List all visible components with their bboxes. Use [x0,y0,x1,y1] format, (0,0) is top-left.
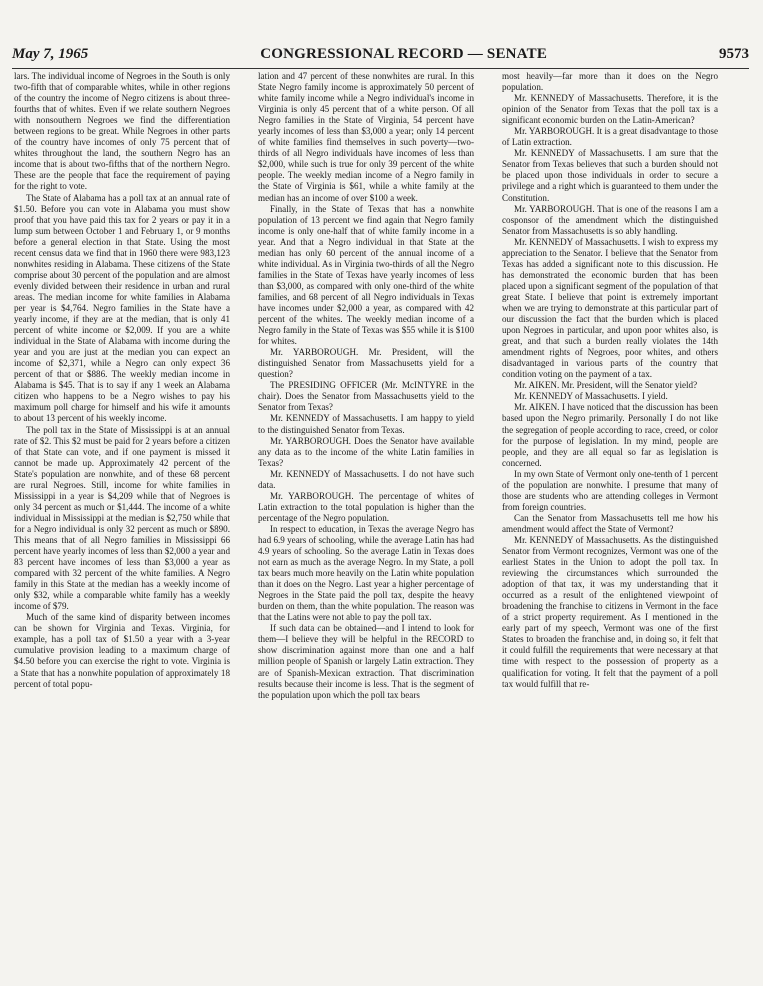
paragraph: Can the Senator from Massachusetts tell me how his amendment would affect the State of Vermont? [502,512,718,534]
text-column-1 [14,71,230,976]
header-date: May 7, 1965 [12,46,89,62]
page-header [12,46,749,68]
paragraph: Mr. KENNEDY of Massachusetts. I wish to express my appreciation to the Senator. I believe that the Senator from Texas has added a significant note to this discussion. He has demonstrated the economic burden that has been placed upon a significant segment of the population of that great State. I believe that point is extremely important when we are trying to demonstrate at this particular part of our discussion the fact that the burden which is placed upon Negroes in particular, and upon poor whites also, is great, and that such a burden really violates the 14th amendment rights of Negroes, poor whites, and others disadvantaged in various parts of the country that condition voting on the payment of a tax. [502,236,718,380]
paragraph: If such data can be obtained—and I intend to look for them—I believe they will be helpful in the RECORD to show discrimination against more than one and a half million people of Spanish or largely Latin extraction. They are of Spanish-Mexican extraction. That discrimination results because their income is less. That is the segment of the population upon which the poll tax bears [258,623,474,700]
paragraph: The State of Alabama has a poll tax at an annual rate of $1.50. Before you can vote in Alabama you must show proof that you have paid this tax for 2 years or pay it in a lump sum between October 1 and February 1, or 9 months before a general election in that State. Using the most recent census data we find that in 1960 there were 983,123 nonwhites residing in Alabama. These citizens of the State comprise about 30 percent of the population and are almost evenly divided between their residence in urban and rural areas. The median income for white families in Alabama per year is $4,764. Negro families in the State have a yearly income, if they are at the median, that is only 41 percent of white income or $2,009. If you are a white individual in the State of Alabama with income during the year and you are just at the median you can expect an income of $2,371, while a Negro can only expect 36 percent of that or $886. The weekly median income in Alabama is $45. That is to say if any 1 week an Alabama citizen who happens to be a Negro wishes to pay his maximum poll charge for himself and his wife it amounts to about 13 percent of his weekly income. [14,192,230,424]
paragraph: In respect to education, in Texas the average Negro has had 6.9 years of schooling, while the average Latin has had 4.9 years of schooling. So the average Latin in Texas does not earn as much as the average Negro. In my State, a poll tax bears much more heavily on the Latin white population than it does on the Negro. Last year a higher percentage of Negroes in the State paid the poll tax, despite the heavy burden on them, than the white population. The reason was that the Latins were not able to pay the poll tax. [258,523,474,623]
paragraph: lation and 47 percent of these nonwhites are rural. In this State Negro family income is approximately 50 percent of white family income while a Negro individual's income in Virginia is only 45 percent that of a white person. Of all Negro families in the State of Virginia, 54 percent have yearly incomes of less than $3,000 a year; only 14 percent of white families find themselves in such poverty—two-thirds of all Negro individuals have incomes of less than $2,000, while such is true for only 39 percent of the white people. The weekly median income of a Negro family in the State of Virginia is $61, while a white family at the median has an income of over $100 a week. [258,71,474,203]
paragraph: Mr. YARBOROUGH. Does the Senator have available any data as to the income of the white Latin families in Texas? [258,435,474,468]
text-column-2 [258,71,474,976]
header-title: CONGRESSIONAL RECORD — SENATE [260,46,548,62]
paragraph: Mr. KENNEDY of Massachusetts. As the distinguished Senator from Vermont recognizes, Vermont was one of the earliest States in the Union to adopt the poll tax. In reviewing the circumstances which surrounded the adoption of that tax, it was my understanding that it occurred as a result of the enlightened viewpoint of broadening the franchise to citizens in Vermont in the face of a strict property requirement. As I mentioned in the early part of my speech, Vermont was one of the first States to broaden the franchise and, in doing so, it felt that it could fulfill the requirements that were necessary at that time with respect to the possession of property as a qualification for voting. It felt that the payment of a poll tax would fulfill that re- [502,534,718,689]
paragraph: Mr. KENNEDY of Massachusetts. I am sure that the Senator from Texas believes that such a burden should not be placed upon those individuals in order to secure a privilege and a right which is guaranteed to them under the Constitution. [502,148,718,203]
paragraph: Mr. YARBOROUGH. That is one of the reasons I am a cosponsor of the amendment which the distinguished Senator from Massachusetts is so ably handling. [502,203,718,236]
paragraph: Mr. KENNEDY of Massachusetts. I yield. [514,391,668,402]
paragraph: Mr. KENNEDY of Massachusetts. I am happy to yield to the distinguished Senator from Texas. [258,413,474,435]
paragraph: The poll tax in the State of Mississippi is at an annual rate of $2. This $2 must be paid for 2 years before a citizen of that State can vote, and if one payment is missed it cannot be made up. Approximately 42 percent of the State's population are nonwhite, and of these 68 percent are rural Negroes. Still, income for white families in Mississippi in a year is $4,209 while that of Negroes is only 34 percent as much or $1,444. The income of a white individual in Mississippi at the median is $2,750 while that for a Negro individual is only 32 percent as much or $890. This means that of all Negro families in Mississippi 66 percent have yearly incomes of less than $2,000 a year and 83 percent have incomes of less than $3,000 a year as compared with 32 percent of the white families. A Negro family in this State at the median has a weekly income of only $32, while a comparable white family has a weekly income of $79. [14,424,230,612]
paragraph: lars. The individual income of Negroes in the South is only two-fifth that of comparable whites, while in other regions of the country the income of Negro citizens is about three-fourths that of whites. Even if we relate southern Negroes with nonsouthern Negroes we find the differentiation between regions to be great. While Negroes in other parts of the country have incomes of only 75 percent that of whites throughout the land, the southern Negro has an income that is about two-fifths that of the northern Negro. These are the people that face the requirement of paying for the right to vote. [14,71,230,192]
paragraph: Mr. AIKEN. Mr. President, will the Senator yield? [514,380,698,391]
text-column-3 [502,71,718,976]
paragraph: In my own State of Vermont only one-tenth of 1 percent of the population are nonwhite. I presume that many of those are students who are attending colleges in Vermont from foreign countries. [502,468,718,512]
paragraph: Mr. YARBOROUGH. Mr. President, will the distinguished Senator from Massachusetts yield for a question? [258,347,474,380]
header-page-number: 9573 [719,46,749,62]
paragraph: Mr. YARBOROUGH. It is a great disadvantage to those of Latin extraction. [502,126,718,148]
paragraph: The PRESIDING OFFICER (Mr. McINTYRE in the chair). Does the Senator from Massachusetts yield to the Senator from Texas? [258,380,474,413]
paragraph: Mr. YARBOROUGH. The percentage of whites of Latin extraction to the total population is higher than the percentage of the Negro population. [258,490,474,523]
paragraph: most heavily—far more than it does on the Negro population. [502,71,718,93]
paragraph: Mr. KENNEDY of Massachusetts. Therefore, it is the opinion of the Senator from Texas that the poll tax is a significant economic burden on the Latin-American? [502,93,718,126]
paragraph: Much of the same kind of disparity between incomes can be shown for Virginia and Texas. Virginia, for example, has a poll tax of $1.50 a year with a 3-year cumulative provision leading to a maximum charge of $4.50 before you can exercise the right to vote. Virginia is a State that has a nonwhite population of approximately 18 percent of total popu- [14,612,230,689]
header-rule [12,68,749,69]
paragraph: Mr. KENNEDY of Massachusetts. I do not have such data. [258,468,474,490]
paragraph: Finally, in the State of Texas that has a nonwhite population of 13 percent we find again that Negro family income is only one-half that of white family income in a year. And that a Negro individual in that State at the median has only 60 percent of the annual income of a white individual. As in Virginia two-thirds of all the Negro families in the State of Texas have yearly incomes of less than $3,000, as compared with only one-third of the white families, and 68 percent of all Negro individuals in Texas have incomes under $2,000 a year, as compared with 42 percent of the whites. The weekly median income of a Negro family in the State of Texas was $55 while it is $100 for whites. [258,203,474,347]
paragraph: Mr. AIKEN. I have noticed that the discussion has been based upon the Negro primarily. Personally I do not like the segregation of people according to race, creed, or color for the purpose of legislation. In my mind, people are people, and they are all equal so far as legislation is concerned. [502,402,718,468]
